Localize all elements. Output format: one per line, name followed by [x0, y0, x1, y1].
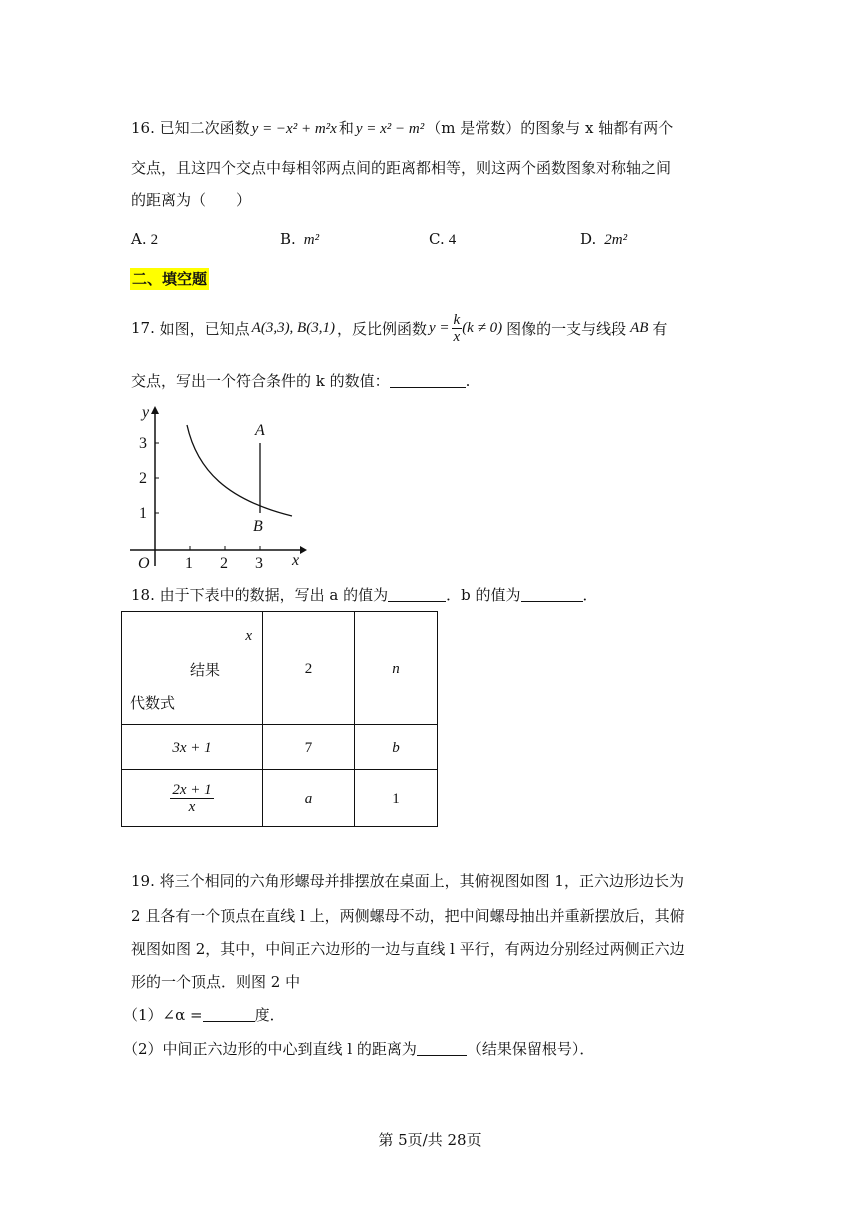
q17-line1: 17. 如图，已知点 A(3,3), B(3,1) ，反比例函数 y = $\frac{k}{x}$ (k ≠ 0) 图像的一支与线段 AB 有 [131, 311, 668, 345]
row1-val2: b [355, 725, 438, 770]
q19-answer-1-blank[interactable] [203, 1007, 255, 1022]
q16-option-c: C. 4 [429, 230, 457, 248]
q19-answer-2-blank[interactable] [417, 1041, 467, 1056]
y-tick-label-3: 3 [139, 435, 147, 452]
q16-func2: y = x² − m² [355, 121, 425, 137]
q17-points: A(3,3), B(3,1) [251, 319, 335, 336]
row1-val1: 7 [263, 725, 355, 770]
q16-option-d: D. 2m² [580, 230, 628, 248]
q16-func1: y = −x² + m²x [251, 121, 337, 137]
section-heading [130, 269, 209, 289]
row1-expr: 3x + 1 [122, 725, 263, 770]
q18-answer-a-blank[interactable] [388, 587, 446, 602]
col1-header: 2 [263, 612, 355, 725]
x-axis-label: x [292, 552, 300, 569]
row2-val2: 1 [355, 770, 438, 827]
q18-answer-b-blank[interactable] [521, 587, 583, 602]
y-axis-label: y [142, 404, 150, 421]
q19-line2: 2 且各有一个顶点在直线 l 上，两侧螺母不动，把中间螺母抽出并重新摆放后，其俯 [131, 907, 685, 925]
x-tick-label-1: 1 [185, 555, 193, 572]
q17-answer-blank[interactable] [390, 373, 466, 388]
table-row [122, 770, 438, 827]
q19-sub1: （1）∠α = 度． [123, 1006, 285, 1024]
q17-fraction: $\frac{k}{x}$ [453, 311, 461, 345]
q16-line3: 的距离为（ ） [131, 191, 252, 209]
q19-sub2: （2）中间正六边形的中心到直线 l 的距离为 （结果保留根号）． [123, 1040, 595, 1058]
point-b-label: B [253, 518, 263, 535]
table-row [122, 612, 438, 725]
hyperbola-curve [187, 425, 292, 516]
q19-line4: 形的一个顶点．则图 2 中 [131, 973, 301, 991]
q16-line1: 16. 已知二次函数 y = −x² + m²x 和 y = x² − m² （m 是常数）的图象与 x 轴都有两个 [131, 119, 674, 137]
section-title: 二、填空题 [132, 270, 208, 288]
q19-line1: 19. 将三个相同的六角形螺母并排摆放在桌面上，其俯视图如图 1，正六边形边长为 [131, 872, 684, 890]
x-axis-arrow [300, 546, 307, 554]
x-tick-label-3: 3 [255, 555, 263, 572]
q16-line2: 交点，且这四个交点中每相邻两点间的距离都相等，则这两个函数图象对称轴之间 [131, 159, 672, 177]
header-cell: x 结果 代数式 [122, 612, 263, 725]
q18-table [121, 611, 438, 827]
row2-expr: $\frac{2x + 1}{x}$ [122, 770, 263, 827]
table-row [122, 725, 438, 770]
origin-label: O [138, 555, 150, 572]
point-a-label: A [255, 422, 265, 439]
y-tick-label-1: 1 [139, 505, 147, 522]
x-tick-label-2: 2 [220, 555, 228, 572]
q19-line3: 视图如图 2，其中，中间正六边形的一边与直线 l 平行，有两边分别经过两侧正六边 [131, 940, 685, 958]
q17-graph [122, 400, 312, 572]
y-tick-label-2: 2 [139, 470, 147, 487]
q17-line2: 交点，写出一个符合条件的 k 的数值： . [131, 372, 471, 390]
q16-option-a: A. 2 [131, 230, 159, 248]
row2-val1: a [263, 770, 355, 827]
y-axis-arrow [151, 406, 159, 414]
page-footer: 第 5页/共 28页 [378, 1131, 482, 1149]
q16-option-b: B. m² [280, 230, 320, 248]
q18-line1: 18. 由于下表中的数据，写出 a 的值为 ．b 的值为 ． [131, 586, 598, 604]
col2-header: n [355, 612, 438, 725]
